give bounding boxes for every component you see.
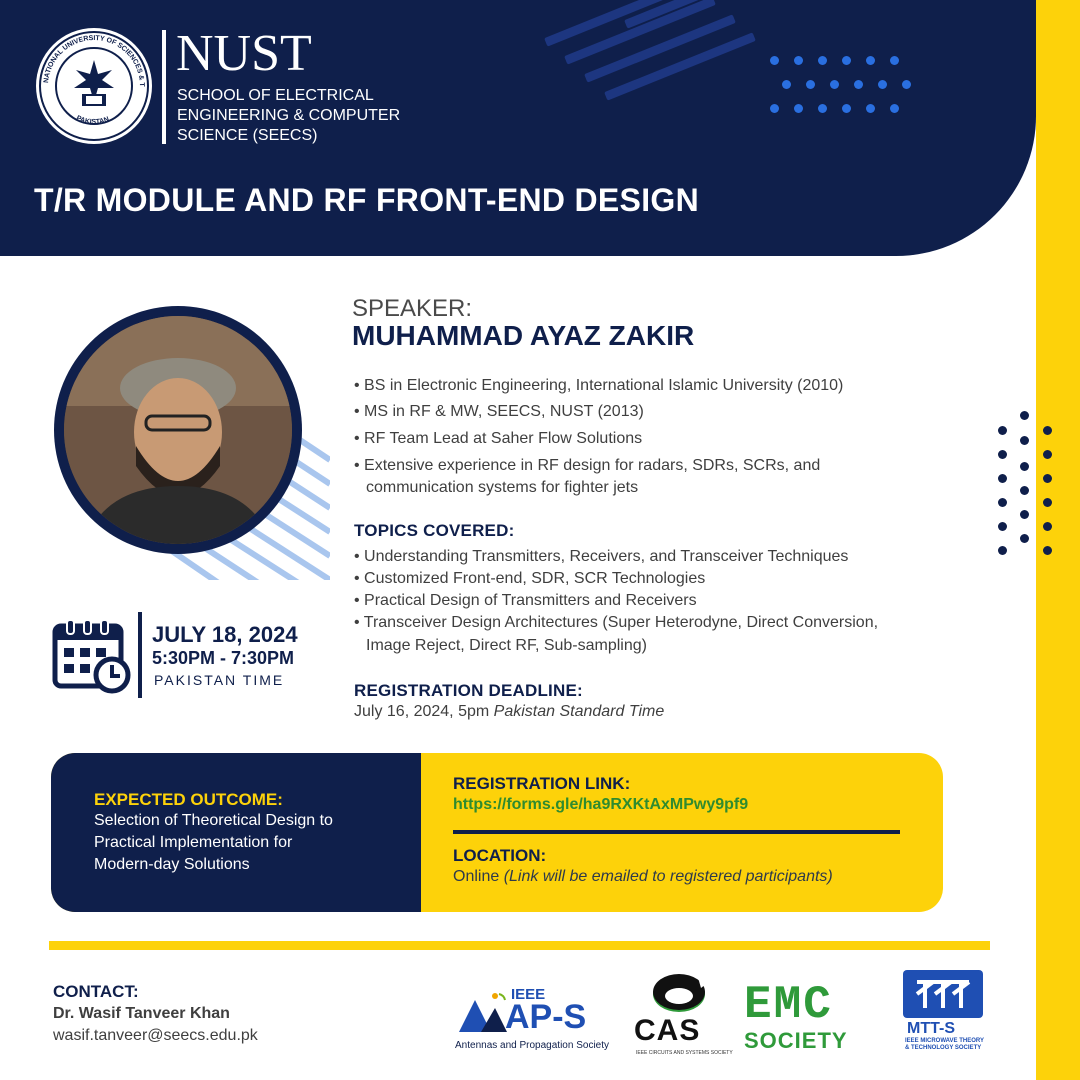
school-name-line3: SCIENCE (SEECS) [177, 127, 318, 144]
svg-text:NATIONAL UNIVERSITY OF SCIENCE: NATIONAL UNIVERSITY OF SCIENCES & T [43, 34, 146, 87]
event-timezone: PAKISTAN TIME [154, 672, 285, 688]
emc-name-text: EMC [744, 979, 833, 1031]
deadline-timezone: Pakistan Standard Time [493, 703, 665, 720]
topic-item: Image Reject, Direct RF, Sub-sampling) [366, 637, 647, 654]
nust-seal-logo [34, 26, 154, 146]
deadline-date: July 16, 2024, 5pm [354, 703, 490, 720]
deadline-heading: REGISTRATION DEADLINE: [354, 681, 583, 700]
contact-name: Dr. Wasif Tanveer Khan [53, 1005, 230, 1022]
mtt-emblem [903, 970, 983, 1018]
mtt-s-logo [903, 970, 983, 1054]
emc-sub-text: SOCIETY [744, 1028, 848, 1053]
topic-item: • Understanding Transmitters, Receivers, and Transceiver Techniques [354, 548, 849, 565]
topic-item: • Transceiver Design Architectures (Super Heterodyne, Direct Conversion, [354, 614, 879, 631]
aps-ieee-text: IEEE [511, 986, 546, 1003]
contact-heading: CONTACT: [53, 982, 139, 1001]
cas-sub-text: IEEE CIRCUITS AND SYSTEMS SOCIETY [636, 1050, 733, 1056]
emc-society-logo [744, 979, 884, 1053]
bio-item: • BS in Electronic Engineering, International Islamic University (2010) [354, 377, 844, 394]
org-name: NUST [176, 25, 312, 82]
svg-text:PAKISTAN: PAKISTAN [75, 114, 111, 126]
footer-separator [49, 941, 990, 950]
yellow-side-strip [1036, 0, 1080, 1080]
topic-item: • Practical Design of Transmitters and Receivers [354, 592, 697, 609]
registration-heading: REGISTRATION LINK: [453, 774, 631, 793]
logo-divider [162, 30, 166, 144]
location-text [453, 868, 833, 886]
ieee-aps-logo [455, 984, 615, 1056]
speaker-label: SPEAKER: [352, 295, 473, 322]
location-value: Online [453, 868, 500, 885]
mtt-name-text: MTT-S [907, 1020, 955, 1037]
contact-email[interactable]: wasif.tanveer@seecs.edu.pk [53, 1027, 258, 1044]
outcome-line: Selection of Theoretical Design to [94, 812, 333, 829]
bio-item: • RF Team Lead at Saher Flow Solutions [354, 430, 643, 447]
outcome-line: Modern-day Solutions [94, 856, 250, 873]
topic-item: • Customized Front-end, SDR, SCR Technologies [354, 570, 706, 587]
school-name-line2: ENGINEERING & COMPUTER [177, 107, 401, 124]
cas-logo [634, 970, 733, 1060]
registration-link[interactable]: https://forms.gle/ha9RXKtAxMPwy9pf9 [453, 796, 749, 813]
outcome-line: Practical Implementation for [94, 834, 293, 851]
cas-name-text: CAS [634, 1014, 701, 1047]
topics-heading: TOPICS COVERED: [354, 521, 515, 540]
location-heading: LOCATION: [453, 846, 547, 865]
calendar-clock-icon [52, 618, 132, 694]
event-title: T/R MODULE AND RF FRONT-END DESIGN [34, 182, 699, 218]
aps-sub-text: Antennas and Propagation Society [455, 1040, 609, 1051]
outcome-panel [51, 753, 421, 912]
bio-item: • MS in RF & MW, SEECS, NUST (2013) [354, 403, 644, 420]
mtt-sub-text: IEEE MICROWAVE THEORY [905, 1038, 985, 1044]
location-note: (Link will be emailed to registered participants) [503, 868, 833, 885]
event-time: 5:30PM - 7:30PM [152, 648, 295, 668]
bio-item: • Extensive experience in RF design for radars, SDRs, SCRs, and [354, 457, 821, 474]
outcome-heading: EXPECTED OUTCOME: [94, 790, 283, 809]
box-divider [453, 830, 900, 834]
bio-item: communication systems for fighter jets [366, 479, 639, 496]
speaker-name: MUHAMMAD AYAZ ZAKIR [352, 320, 695, 351]
speaker-photo [54, 306, 302, 554]
event-date: JULY 18, 2024 [152, 622, 298, 647]
deadline-text [354, 703, 664, 721]
mtt-sub-text: & TECHNOLOGY SOCIETY [905, 1045, 982, 1051]
date-divider [138, 612, 142, 698]
school-name-line1: SCHOOL OF ELECTRICAL [177, 87, 374, 104]
aps-name-text: AP-S [505, 998, 587, 1036]
header-banner [0, 0, 1036, 256]
